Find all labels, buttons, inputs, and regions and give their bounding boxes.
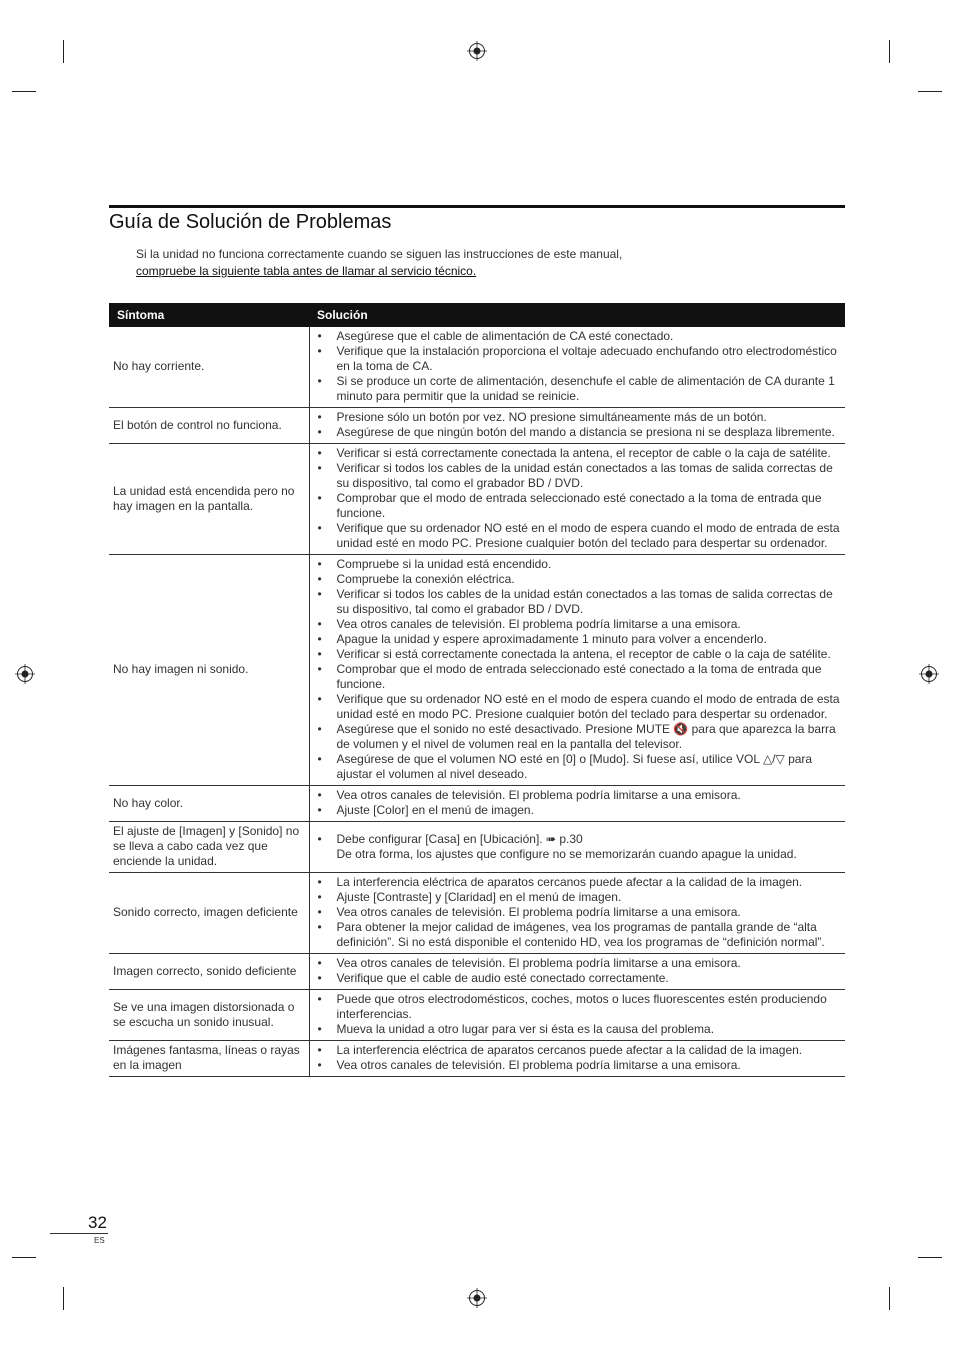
table-row [109,786,845,822]
table-row [109,990,845,1041]
solution-item: • Verificar si todos los cables de la unidad están conectados a las tomas de salida correctas de su dispositivo, tal como el grabador BD / DVD. [314,461,842,491]
solution-item: • Verificar si está correctamente conectada la antena, el receptor de cable o la caja de satélite. [314,647,842,662]
crop-mark [918,91,942,92]
solution-item: • Verifique que el cable de audio esté conectado correctamente. [314,971,842,986]
crop-mark [12,91,36,92]
table-row [109,408,845,444]
registration-mark-icon [15,664,35,684]
intro-text [136,246,622,280]
solution-item: • Ajuste [Contraste] y [Claridad] en el menú de imagen. [314,890,842,905]
header-symptom: Síntoma [109,303,309,327]
solution-item: • Asegúrese que el cable de alimentación de CA esté conectado. [314,329,842,344]
solution-item: • Asegúrese de que ningún botón del mando a distancia se presiona ni se desplaza libremente. [314,425,842,440]
crop-mark [889,40,890,63]
registration-mark-icon [919,664,939,684]
solution-item: • Verifique que su ordenador NO esté en el modo de espera cuando el modo de entrada de esta unidad esté en modo PC. Presione cualquier botón del teclado para despertar su ordenador. [314,521,842,551]
table-header-row [109,303,845,327]
page-title: Guía de Solución de Problemas [109,211,392,233]
solution-item: • Compruebe la conexión eléctrica. [314,572,842,587]
solution-cell [309,822,845,873]
registration-mark-icon [467,41,487,61]
symptom-cell: Se ve una imagen distorsionada o se escucha un sonido inusual. [109,990,309,1041]
solution-list [314,875,842,950]
intro-line: Si la unidad no funciona correctamente cuando se siguen las instrucciones de este manual, [136,247,623,261]
solution-cell [309,444,845,555]
solution-cell [309,786,845,822]
table-row [109,555,845,786]
intro-note: compruebe la siguiente tabla antes de llamar al servicio técnico. [136,264,477,278]
solution-cell [309,1041,845,1077]
solution-item: • Asegúrese de que el volumen NO esté en [0] o [Mudo]. Si fuese así, utilice VOL △/▽ para ajustar el volumen al nivel deseado. [314,752,842,782]
symptom-cell: Imagen correcto, sonido deficiente [109,954,309,990]
solution-item: • Puede que otros electrodomésticos, coches, motos o luces fluorescentes estén produciendo interferencias. [314,992,842,1022]
solution-cell [309,990,845,1041]
solution-item: • Apague la unidad y espere aproximadamente 1 minuto para volver a encenderlo. [314,632,842,647]
table-body [109,327,845,1077]
solution-item: • Presione sólo un botón por vez. NO presione simultáneamente más de un botón. [314,410,842,425]
table-row [109,822,845,873]
page-number-rule [50,1233,108,1234]
solution-list [314,329,842,404]
solution-item: • Para obtener la mejor calidad de imágenes, vea los programas de pantalla grande de “alta definición”. Si no está disponible el contenido HD, vea los programas de “definición normal”. [314,920,842,950]
solution-list [314,410,842,440]
crop-mark [12,1257,36,1258]
crop-mark [889,1287,890,1310]
symptom-cell: El botón de control no funciona. [109,408,309,444]
symptom-cell: No hay corriente. [109,327,309,408]
solution-item: • La interferencia eléctrica de aparatos cercanos puede afectar a la calidad de la imagen. [314,875,842,890]
solution-item: • Verificar si está correctamente conectada la antena, el receptor de cable o la caja de satélite. [314,446,842,461]
solution-list [314,832,842,862]
solution-item: • Vea otros canales de televisión. El problema podría limitarse a una emisora. [314,617,842,632]
solution-cell [309,873,845,954]
registration-mark-icon [467,1288,487,1308]
title-rule [109,205,845,208]
solution-cell [309,555,845,786]
symptom-cell: El ajuste de [Imagen] y [Sonido] no se lleva a cabo cada vez que enciende la unidad. [109,822,309,873]
solution-item: • Mueva la unidad a otro lugar para ver si ésta es la causa del problema. [314,1022,842,1037]
solution-item: • Vea otros canales de televisión. El problema podría limitarse a una emisora. [314,1058,842,1073]
solution-item: • Compruebe si la unidad está encendido. [314,557,842,572]
solution-cell [309,408,845,444]
solution-list [314,788,842,818]
solution-item: • La interferencia eléctrica de aparatos cercanos puede afectar a la calidad de la imagen. [314,1043,842,1058]
language-code: ES [94,1236,105,1245]
solution-item: • Vea otros canales de televisión. El problema podría limitarse a una emisora. [314,905,842,920]
crop-mark [918,1257,942,1258]
table-row [109,873,845,954]
solution-item: • Asegúrese que el sonido no esté desactivado. Presione MUTE 🔇 para que aparezca la barra de volumen y el nivel de volumen real en la pantalla del televisor. [314,722,842,752]
solution-item: • Vea otros canales de televisión. El problema podría limitarse a una emisora. [314,788,842,803]
solution-list [314,446,842,551]
solution-item: • Comprobar que el modo de entrada seleccionado esté conectado a la toma de entrada que funcione. [314,662,842,692]
troubleshooting-table [109,303,845,1077]
header-solution: Solución [309,303,845,327]
symptom-cell: La unidad está encendida pero no hay imagen en la pantalla. [109,444,309,555]
table-row [109,954,845,990]
solution-cell [309,954,845,990]
solution-item: • Debe configurar [Casa] en [Ubicación]. ➠ p.30 De otra forma, los ajustes que configure no se memorizarán cuando apague la unidad. [314,832,842,862]
solution-item: • Si se produce un corte de alimentación, desenchufe el cable de alimentación de CA durante 1 minuto para permitir que la unidad se reinicie. [314,374,842,404]
table-row [109,327,845,408]
solution-cell [309,327,845,408]
symptom-cell: Imágenes fantasma, líneas o rayas en la imagen [109,1041,309,1077]
solution-item: • Vea otros canales de televisión. El problema podría limitarse a una emisora. [314,956,842,971]
page-number: 32 [88,1213,107,1232]
solution-list [314,956,842,986]
symptom-cell: No hay imagen ni sonido. [109,555,309,786]
solution-item: • Ajuste [Color] en el menú de imagen. [314,803,842,818]
solution-list [314,1043,842,1073]
symptom-cell: No hay color. [109,786,309,822]
solution-item: • Verifique que su ordenador NO esté en el modo de espera cuando el modo de entrada de esta unidad esté en modo PC. Presione cualquier botón del teclado para despertar su ordenador. [314,692,842,722]
solution-item: • Verificar si todos los cables de la unidad están conectados a las tomas de salida correctas de su dispositivo, tal como el grabador BD / DVD. [314,587,842,617]
solution-item: • Comprobar que el modo de entrada seleccionado esté conectado a la toma de entrada que funcione. [314,491,842,521]
table-row [109,1041,845,1077]
crop-mark [63,1287,64,1310]
table-row [109,444,845,555]
solution-list [314,557,842,782]
solution-list [314,992,842,1037]
symptom-cell: Sonido correcto, imagen deficiente [109,873,309,954]
solution-item: • Verifique que la instalación proporciona el voltaje adecuado enchufando otro electrodoméstico en la toma de CA. [314,344,842,374]
crop-mark [63,40,64,63]
